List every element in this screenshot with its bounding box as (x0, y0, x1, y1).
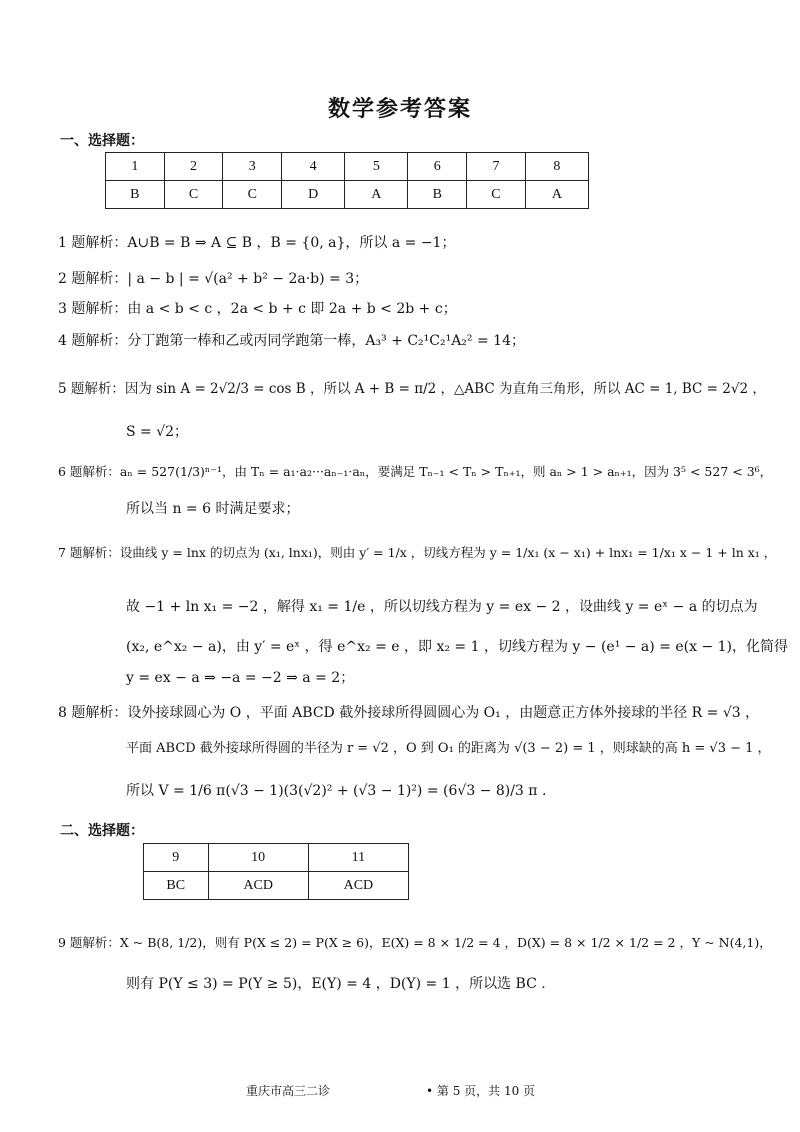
solution-line: 8 题解析：设外接球圆心为 O ，平面 ABCD 截外接球所得圆圆心为 O₁ ，由题意正方体外接球的半径 R = √3 ， (58, 705, 760, 721)
table-answer-cell: A (345, 181, 408, 209)
table-row (144, 872, 409, 900)
solution-line: 平面 ABCD 截外接球所得圆的半径为 r = √2 ，O 到 O₁ 的距离为 √(3 − 2) = 1 ，则球缺的高 h = √3 − 1 ， (126, 741, 771, 756)
section-heading-multi: 二、选择题： (60, 823, 144, 839)
table-answer-cell: C (467, 181, 526, 209)
table-header-cell: 10 (208, 844, 308, 872)
table-header-cell: 6 (408, 153, 467, 181)
page-title: 数学参考答案 (327, 96, 472, 122)
table-header-cell: 8 (525, 153, 588, 181)
table-header-cell: 1 (106, 153, 165, 181)
table-answer-cell: ACD (308, 872, 408, 900)
solution-line: S = √2； (126, 424, 189, 440)
table-answer-cell: C (223, 181, 282, 209)
table-header-cell: 2 (164, 153, 223, 181)
solution-line: 6 题解析：aₙ = 527(1/3)ⁿ⁻¹，由 Tₙ = a₁·a₂···aₙ₋₁·aₙ，要满足 Tₙ₋₁ < Tₙ > Tₙ₊₁，则 aₙ > 1 > aₙ₊₁，因为 3⁵ < 527 < 3⁶， (58, 464, 773, 479)
footer-page-number: • 第 5 页，共 10 页 (426, 1084, 536, 1098)
solution-line: 故 −1 + ln x₁ = −2 ，解得 x₁ = 1/e ，所以切线方程为 y = ex − 2 ，设曲线 y = eˣ − a 的切点为 (126, 599, 758, 615)
table-header-cell: 7 (467, 153, 526, 181)
table-answer-cell: A (525, 181, 588, 209)
section-heading-choice: 一、选择题： (60, 133, 144, 149)
table-header-cell: 11 (308, 844, 408, 872)
solution-line: 5 题解析：因为 sin A = 2√2/3 = cos B ，所以 A + B = π/2 ，△ABC 为直角三角形，所以 AC = 1, BC = 2√2 ， (58, 381, 766, 397)
table-answer-cell: C (164, 181, 223, 209)
solution-line: 9 题解析：X ~ B(8, 1/2)，则有 P(X ≤ 2) = P(X ≥ 6)，E(X) = 8 × 1/2 = 4 ，D(X) = 8 × 1/2 × 1/2 = 2 ，Y ~ N(4,1)， (58, 935, 772, 950)
solution-line: 7 题解析：设曲线 y = lnx 的切点为 (x₁, lnx₁)，则由 y′ = 1/x ，切线方程为 y = 1/x₁ (x − x₁) + lnx₁ = 1/x₁ x − 1 + ln x₁ ， (58, 545, 777, 560)
table-header-cell: 4 (282, 153, 345, 181)
answer-table-2 (143, 843, 409, 900)
table-row (144, 844, 409, 872)
table-answer-cell: B (106, 181, 165, 209)
table-header-cell: 3 (223, 153, 282, 181)
answer-table-1 (105, 152, 589, 209)
table-row (106, 181, 589, 209)
solution-line: 所以当 n = 6 时满足要求； (126, 501, 300, 517)
solution-line: 4 题解析：分丁跑第一棒和乙或丙同学跑第一棒，A₃³ + C₂¹C₂¹A₂² = 14； (58, 333, 525, 349)
table-header-cell: 5 (345, 153, 408, 181)
solution-line: (x₂, e^x₂ − a)，由 y′ = eˣ ，得 e^x₂ = e ，即 x₂ = 1 ，切线方程为 y − (e¹ − a) = e(x − 1)，化简得 (126, 639, 789, 655)
table-answer-cell: B (408, 181, 467, 209)
solution-line: 1 题解析：A∪B = B ⇒ A ⊆ B ，B = {0, a}，所以 a = −1； (58, 235, 456, 251)
solution-line: y = ex − a ⇒ −a = −2 ⇒ a = 2； (126, 670, 355, 686)
solution-line: 则有 P(Y ≤ 3) = P(Y ≥ 5)，E(Y) = 4 ，D(Y) = 1 ，所以选 BC . (126, 976, 546, 992)
table-row (106, 153, 589, 181)
solution-line: 2 题解析：| a − b | = √(a² + b² − 2a·b) = 3； (58, 271, 369, 287)
solution-line: 3 题解析：由 a < b < c ，2a < b + c 即 2a + b < 2b + c； (58, 301, 457, 317)
table-answer-cell: ACD (208, 872, 308, 900)
table-answer-cell: D (282, 181, 345, 209)
table-header-cell: 9 (144, 844, 209, 872)
table-answer-cell: BC (144, 872, 209, 900)
footer-exam-name: 重庆市高三二诊 (246, 1084, 331, 1098)
solution-line: 所以 V = 1/6 π(√3 − 1)(3(√2)² + (√3 − 1)²) = (6√3 − 8)/3 π . (126, 783, 547, 799)
